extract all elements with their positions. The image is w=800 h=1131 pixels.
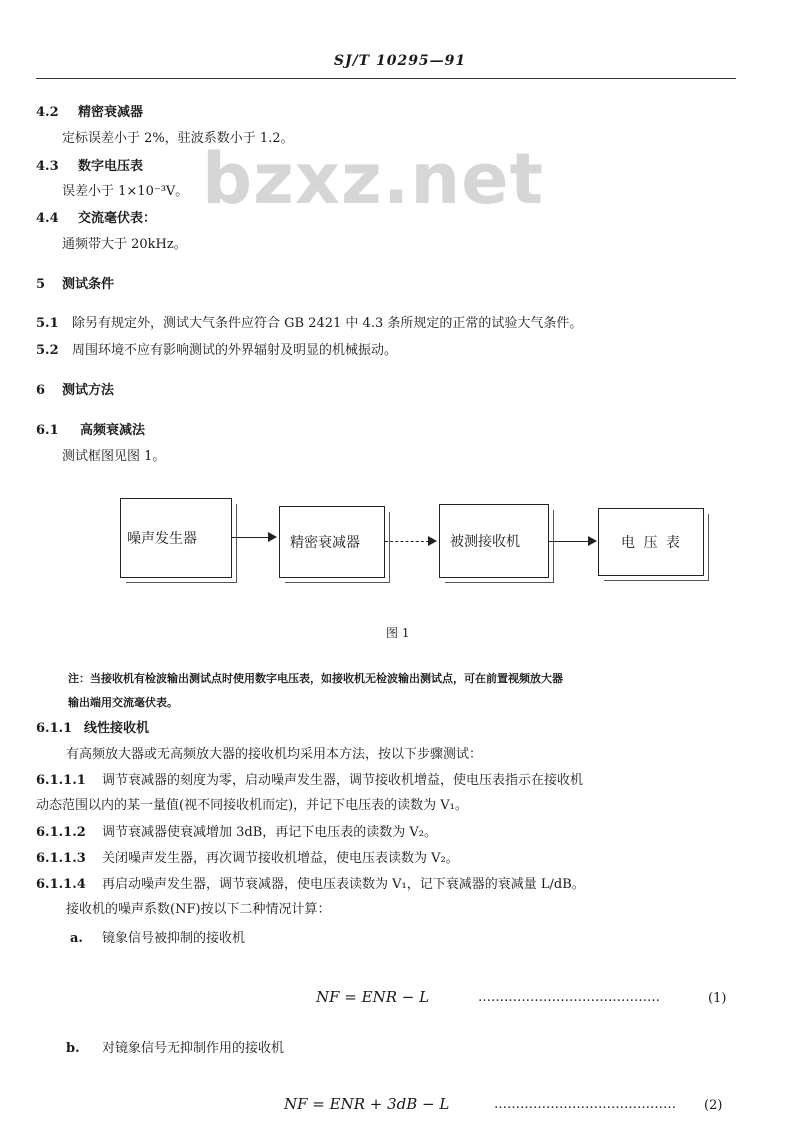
section-6-number: 6 xyxy=(36,383,46,398)
section-4-3-body: 误差小于 1×10⁻³V。 xyxy=(62,184,189,199)
noise-generator-box xyxy=(120,498,232,578)
section-6-1-number: 6.1 xyxy=(36,423,59,438)
step-6-1-1-1-text: 调节衰减器的刻度为零，启动噪声发生器，调节接收机增益，使电压表指示在接收机 xyxy=(102,773,584,788)
step-6-1-1-2-text: 调节衰减器使衰减增加 3dB，再记下电压表的读数为 V₂。 xyxy=(102,825,438,840)
case-b-text: 对镜象信号无抑制作用的接收机 xyxy=(102,1041,285,1056)
arrow-3 xyxy=(549,541,589,542)
page-header-standard-code: SJ/T 10295—91 xyxy=(333,53,467,69)
step-6-1-1-3-number: 6.1.1.3 xyxy=(36,851,86,866)
section-5-1-number: 5.1 xyxy=(36,316,59,331)
step-6-1-1-4-text: 再启动噪声发生器，调节衰减器，使电压表读数为 V₁，记下衰减器的衰减量 L/dB。 xyxy=(102,877,585,892)
case-a-label: a. xyxy=(70,931,83,946)
section-5-2-body: 周围环境不应有影响测试的外界辐射及明显的机械振动。 xyxy=(72,343,398,358)
arrow-1 xyxy=(232,537,270,538)
formula-1-number: (1) xyxy=(708,991,727,1006)
section-4-2-body: 定标误差小于 2%，驻波系数小于 1.2。 xyxy=(62,131,294,146)
figure-note-line-1: 注：当接收机有检波输出测试点时使用数字电压表，如接收机无检波输出测试点，可在前置视频放大器 xyxy=(68,672,563,685)
arrowhead-3 xyxy=(588,536,597,546)
step-6-1-1-4-number: 6.1.1.4 xyxy=(36,877,86,892)
case-b-label: b. xyxy=(66,1041,80,1056)
section-4-3-title: 数字电压表 xyxy=(78,159,144,174)
figure-note-line-2: 输出端用交流毫伏表。 xyxy=(68,696,178,709)
calculation-intro: 接收机的噪声系数(NF)按以下二种情况计算： xyxy=(66,902,331,917)
precision-attenuator-box xyxy=(279,506,385,578)
section-4-4-title: 交流毫伏表： xyxy=(78,211,157,226)
noise-generator-label: 噪声发生器 xyxy=(127,531,197,547)
precision-attenuator-label: 精密衰减器 xyxy=(290,535,360,551)
formula-2-leader: …………………………………… xyxy=(494,1097,676,1112)
header-rule xyxy=(36,78,736,79)
formula-1-leader: …………………………………… xyxy=(478,990,660,1005)
section-6-1-1-title: 线性接收机 xyxy=(84,721,150,736)
formula-2-number: (2) xyxy=(704,1098,723,1113)
section-4-3-number: 4.3 xyxy=(36,159,59,174)
step-6-1-1-2-number: 6.1.1.2 xyxy=(36,825,86,840)
section-6-1-title: 高频衰减法 xyxy=(80,423,146,438)
case-a-text: 镜象信号被抑制的接收机 xyxy=(102,931,246,946)
voltmeter-box xyxy=(598,508,704,576)
section-6-1-1-intro: 有高频放大器或无高频放大器的接收机均采用本方法，按以下步骤测试： xyxy=(66,747,483,762)
formula-2: NF = ENR + 3dB − L xyxy=(284,1095,450,1113)
receiver-under-test-box xyxy=(439,504,549,578)
step-6-1-1-1-number: 6.1.1.1 xyxy=(36,773,86,788)
section-4-4-body: 通频带大于 20kHz。 xyxy=(62,237,187,252)
figure-caption: 图 1 xyxy=(386,626,410,640)
section-4-2-title: 精密衰减器 xyxy=(78,105,144,120)
section-5-number: 5 xyxy=(36,277,46,292)
formula-1: NF = ENR − L xyxy=(316,988,430,1006)
arrowhead-1 xyxy=(268,532,277,542)
section-6-1-body: 测试框图见图 1。 xyxy=(62,449,166,464)
step-6-1-1-3-text: 关闭噪声发生器，再次调节接收机增益，使电压表读数为 V₂。 xyxy=(102,851,459,866)
receiver-under-test-label: 被测接收机 xyxy=(450,534,520,550)
section-6-1-1-number: 6.1.1 xyxy=(36,721,73,736)
voltmeter-label: 电 压 表 xyxy=(621,535,682,551)
section-6-title: 测试方法 xyxy=(62,383,115,398)
watermark: bzxz.net xyxy=(202,138,545,220)
arrow-2 xyxy=(385,541,429,542)
section-4-4-number: 4.4 xyxy=(36,211,59,226)
section-5-title: 测试条件 xyxy=(62,277,115,292)
arrowhead-2 xyxy=(428,536,437,546)
section-4-2-number: 4.2 xyxy=(36,105,59,120)
step-6-1-1-1-continuation: 动态范围以内的某一量值(视不同接收机而定)，并记下电压表的读数为 V₁。 xyxy=(36,798,468,813)
section-5-2-number: 5.2 xyxy=(36,343,59,358)
section-5-1-body: 除另有规定外，测试大气条件应符合 GB 2421 中 4.3 条所规定的正常的试验大气条件。 xyxy=(72,316,583,331)
